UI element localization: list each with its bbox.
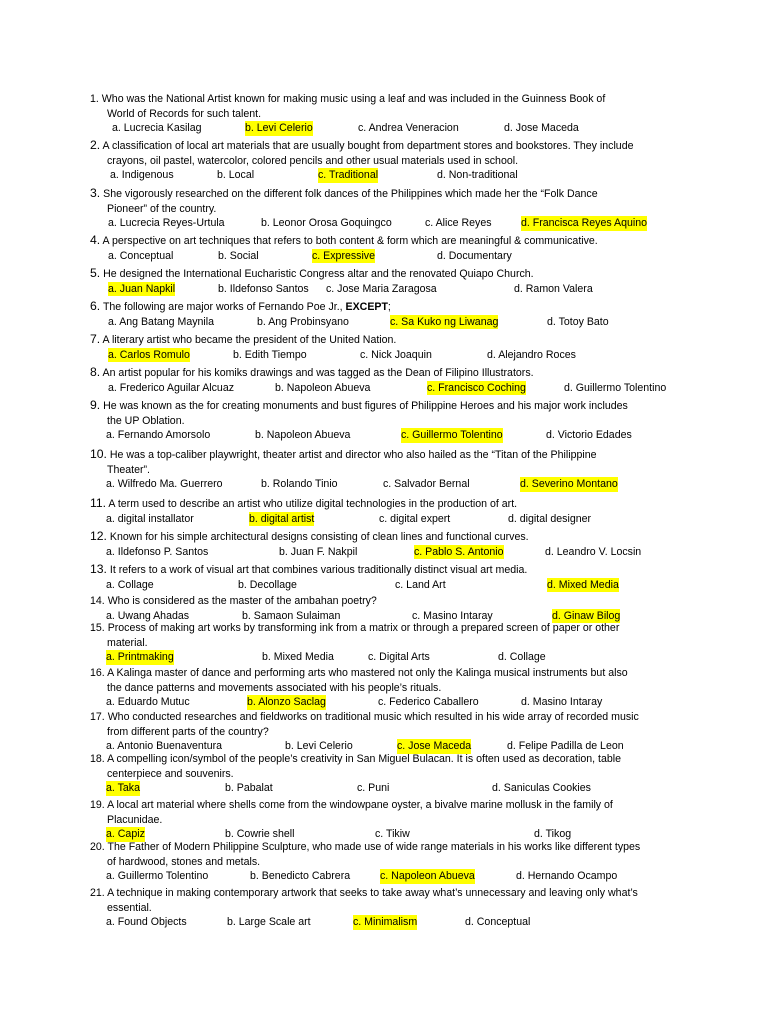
question-3 (90, 186, 690, 231)
question-text-line (90, 463, 690, 478)
question-text-line (90, 107, 690, 122)
choice-b: b. Leonor Orosa Goquingco (261, 217, 392, 230)
answer-choices (90, 121, 690, 136)
question-text: Process of making art works by transforming ink from a matrix or through a prepared screen of paper or other (107, 622, 620, 634)
choice-d: d. digital designer (508, 512, 592, 525)
answer-choices (90, 781, 690, 796)
choice-b: b. Cowrie shell (225, 828, 295, 841)
question-number: 16. (90, 667, 105, 679)
choice-a-highlighted-answer: a. Taka (106, 782, 140, 795)
question-text: An artist popular for his komiks drawings and was tagged as the Dean of Filipino Illustrators. (102, 367, 534, 379)
choice-a: a. Indigenous (110, 169, 174, 182)
answer-choices (90, 578, 690, 593)
choice-d-highlighted-answer: d. Ginaw Bilog (552, 609, 621, 622)
question-text: Who is considered as the master of the ambahan poetry? (107, 595, 377, 607)
choice-c: c. Puni (357, 782, 390, 795)
choice-a: a. Ang Batang Maynila (108, 315, 215, 328)
choice-a: a. Conceptual (108, 249, 174, 262)
question-19 (90, 798, 690, 842)
question-number: 9. (90, 398, 101, 412)
question-text: He was known as the for creating monuments and bust figures of Philippine Heroes and his major work includes (103, 400, 628, 412)
question-text-line (90, 496, 690, 512)
choice-d-highlighted-answer: d. Mixed Media (547, 578, 619, 591)
choice-a: a. Lucrecia Kasilag (112, 122, 202, 135)
question-text: the UP Oblation. (107, 414, 185, 427)
choice-a: a. Ildefonso P. Santos (106, 545, 209, 558)
question-text-line (90, 594, 690, 609)
choice-d: d. Collage (498, 651, 546, 664)
question-text-line (90, 798, 690, 813)
choice-d: d. Non-traditional (437, 169, 518, 182)
question-7 (90, 332, 690, 362)
question-text-line (90, 299, 690, 315)
question-text-line (90, 886, 690, 901)
except-keyword: EXCEPT (345, 301, 388, 313)
question-text-line (90, 855, 690, 870)
choice-d: d. Documentary (437, 249, 512, 262)
question-4 (90, 233, 690, 263)
choice-c-highlighted-answer: c. Traditional (318, 169, 379, 182)
choice-b: b. Mixed Media (262, 651, 334, 664)
question-number: 14. (90, 595, 105, 607)
choice-a: a. Fernando Amorsolo (106, 429, 211, 442)
choice-d-highlighted-answer: d. Francisca Reyes Aquino (521, 217, 648, 230)
choice-d: d. Felipe Padilla de Leon (507, 740, 624, 753)
choice-b: b. Napoleon Abueva (255, 429, 351, 442)
answer-choices (90, 477, 690, 492)
question-text: Placunidae. (107, 813, 163, 826)
choice-a-highlighted-answer: a. Printmaking (106, 651, 174, 664)
question-5 (90, 266, 690, 296)
choice-a: a. digital installator (106, 512, 194, 525)
question-text-line (90, 266, 690, 282)
question-text: material. (107, 636, 148, 649)
question-8 (90, 365, 690, 395)
question-17 (90, 710, 690, 754)
choice-d: d. Masino Intaray (521, 696, 603, 709)
question-16 (90, 666, 690, 710)
question-text: Known for his simple architectural designs consisting of clean lines and functional curves. (109, 531, 529, 543)
question-text: Pioneer” of the country. (107, 202, 217, 215)
question-text-line (90, 186, 690, 202)
question-text: It refers to a work of visual art that combines various traditionally distinct visual art media. (109, 564, 528, 576)
question-6 (90, 299, 690, 329)
choice-c-highlighted-answer: c. Jose Maceda (397, 740, 472, 753)
choice-c: c. Nick Joaquin (360, 348, 432, 361)
choice-c: c. Tikiw (375, 828, 410, 841)
question-text: He was a top-caliber playwright, theater artist and director who also hailed as the “Titan of the Philippine (109, 449, 597, 461)
choice-c: c. Andrea Veneracion (358, 122, 459, 135)
question-text-line (90, 414, 690, 429)
question-number: 4. (90, 233, 101, 247)
choice-d: d. Victorio Edades (546, 429, 632, 442)
choice-c: c. Jose Maria Zaragosa (326, 282, 437, 295)
choice-b: b. Rolando Tinio (261, 478, 338, 491)
choice-d-highlighted-answer: d. Severino Montano (520, 478, 618, 491)
question-15 (90, 621, 690, 665)
choice-a: a. Lucrecia Reyes-Urtula (108, 217, 225, 230)
question-number: 7. (90, 332, 101, 346)
question-text: of hardwood, stones and metals. (107, 855, 261, 868)
question-text: He designed the International Eucharistic Congress altar and the renovated Quiapo Church. (103, 268, 534, 280)
question-text-line (90, 233, 690, 249)
question-text-line (90, 710, 690, 725)
question-text: crayons, oil pastel, watercolor, colored pencils and other usual materials used in school. (107, 154, 519, 167)
question-number: 18. (90, 753, 105, 765)
answer-choices (90, 512, 690, 527)
choice-c: c. Land Art (395, 578, 446, 591)
question-text-line (90, 666, 690, 681)
question-number: 3. (90, 186, 101, 200)
choice-d: d. Tikog (534, 828, 572, 841)
question-text: A classification of local art materials that are usually bought from department stores and bookstores. They include (102, 140, 634, 152)
choice-c-highlighted-answer: c. Pablo S. Antonio (414, 545, 504, 558)
choice-c: c. Alice Reyes (425, 217, 492, 230)
question-text: A technique in making contemporary artwork that seeks to take away what’s unnecessary and leaving only what’s (107, 887, 638, 899)
answer-choices (90, 545, 690, 560)
answer-choices (90, 695, 690, 710)
choice-c-highlighted-answer: c. Sa Kuko ng Liwanag (390, 315, 499, 328)
question-text-line (90, 154, 690, 169)
question-10 (90, 447, 690, 492)
question-text-line (90, 752, 690, 767)
question-9 (90, 398, 690, 443)
question-text-line (90, 840, 690, 855)
question-13 (90, 562, 690, 592)
choice-a: a. Found Objects (106, 916, 187, 929)
question-number: 2. (90, 138, 101, 152)
choice-a: a. Guillermo Tolentino (106, 870, 209, 883)
choice-c-highlighted-answer: c. Guillermo Tolentino (401, 429, 503, 442)
question-text-line (90, 562, 690, 578)
answer-choices (90, 282, 690, 297)
question-text: A compelling icon/symbol of the people’s creativity in San Miguel Bulacan. It is often used as decoration, table (107, 753, 621, 765)
question-number: 11. (90, 496, 107, 510)
choice-a: a. Collage (106, 578, 154, 591)
question-text-line (90, 138, 690, 154)
answer-choices (90, 348, 690, 363)
question-text: A literary artist who became the president of the United Nation. (102, 334, 397, 346)
choice-a: a. Eduardo Mutuc (106, 696, 190, 709)
question-text-line (90, 365, 690, 381)
choice-a: a. Uwang Ahadas (106, 609, 190, 622)
question-text-line (90, 725, 690, 740)
choice-c-highlighted-answer: c. Francisco Coching (427, 381, 526, 394)
choice-c: c. Digital Arts (368, 651, 430, 664)
question-text: A local art material where shells come from the windowpane oyster, a bivalve marine mollusk in the family of (107, 799, 613, 811)
question-text: World of Records for such talent. (107, 107, 262, 120)
choice-a-highlighted-answer: a. Carlos Romulo (108, 348, 190, 361)
question-number: 17. (90, 711, 105, 723)
question-text-line (90, 681, 690, 696)
question-text-line (90, 529, 690, 545)
choice-d: d. Guillermo Tolentino (564, 381, 667, 394)
choice-a-highlighted-answer: a. Juan Napkil (108, 282, 176, 295)
question-18 (90, 752, 690, 796)
question-number: 6. (90, 299, 101, 313)
question-text-line (90, 202, 690, 217)
question-12 (90, 529, 690, 559)
question-21 (90, 886, 690, 930)
choice-b: b. Large Scale art (227, 916, 311, 929)
choice-d: d. Totoy Bato (547, 315, 609, 328)
question-11 (90, 496, 690, 526)
question-text-line (90, 621, 690, 636)
question-text-line (90, 92, 690, 107)
question-text: centerpiece and souvenirs. (107, 767, 234, 780)
question-number: 15. (90, 622, 105, 634)
choice-c: c. digital expert (379, 512, 451, 525)
question-text: essential. (107, 901, 152, 914)
question-text: She vigorously researched on the different folk dances of the Philippines which made her the “Folk Dance (103, 188, 598, 200)
question-text: A Kalinga master of dance and performing arts who mastered not only the Kalinga musical instruments but also (107, 667, 628, 679)
question-text: Theater”. (107, 463, 150, 476)
question-number: 5. (90, 266, 101, 280)
question-text: the dance patterns and movements associated with his people’s rituals. (107, 681, 442, 694)
answer-choices (90, 249, 690, 264)
answer-choices (90, 381, 690, 396)
choice-b: b. Decollage (238, 578, 297, 591)
choice-b: b. Benedicto Cabrera (250, 870, 351, 883)
question-text: A perspective on art techniques that refers to both content & form which are meaningful & communicative. (102, 235, 598, 247)
choice-b-highlighted-answer: b. Alonzo Saclag (247, 696, 326, 709)
choice-b: b. Levi Celerio (285, 740, 353, 753)
choice-c-highlighted-answer: c. Napoleon Abueva (380, 870, 475, 883)
question-20 (90, 840, 690, 884)
question-number: 20. (90, 841, 105, 853)
answer-choices (90, 869, 690, 884)
question-text: Who conducted researches and fieldworks on traditional music which resulted in his wide array of recorded music (107, 711, 639, 723)
choice-d: d. Saniculas Cookies (492, 782, 591, 795)
answer-choices (90, 168, 690, 183)
question-text: The Father of Modern Philippine Sculpture, who made use of wide range materials in his works like different types (107, 841, 641, 853)
except-punct: ; (387, 301, 391, 313)
choice-d: d. Jose Maceda (504, 122, 579, 135)
choice-b: b. Social (218, 249, 259, 262)
choice-b: b. Ildefonso Santos (218, 282, 309, 295)
choice-b: b. Ang Probinsyano (257, 315, 349, 328)
question-number: 13. (90, 562, 107, 576)
question-text-line (90, 636, 690, 651)
choice-b: b. Pabalat (225, 782, 273, 795)
choice-d: d. Alejandro Roces (487, 348, 576, 361)
question-1 (90, 92, 690, 136)
question-text: A term used to describe an artist who utilize digital technologies in the production of art. (108, 498, 518, 510)
choice-a: a. Antonio Buenaventura (106, 740, 223, 753)
choice-c: c. Federico Caballero (378, 696, 479, 709)
question-2 (90, 138, 690, 183)
question-text: Who was the National Artist known for making music using a leaf and was included in the Guinness Book of (101, 93, 606, 105)
choice-a: a. Wilfredo Ma. Guerrero (106, 478, 223, 491)
answer-choices (90, 216, 690, 231)
question-number: 19. (90, 799, 105, 811)
choice-c: c. Salvador Bernal (383, 478, 470, 491)
choice-b-highlighted-answer: b. Levi Celerio (245, 122, 313, 135)
question-number: 8. (90, 365, 101, 379)
answer-choices (90, 650, 690, 665)
choice-b: b. Samaon Sulaiman (242, 609, 341, 622)
answer-choices (90, 315, 690, 330)
choice-d: d. Hernando Ocampo (516, 870, 618, 883)
question-text: from different parts of the country? (107, 725, 269, 738)
choice-a: a. Frederico Aguilar Alcuaz (108, 381, 235, 394)
choice-b-highlighted-answer: b. digital artist (249, 512, 315, 525)
question-number: 1. (90, 93, 99, 105)
question-text-line (90, 398, 690, 414)
question-text-line (90, 767, 690, 782)
question-14 (90, 594, 690, 623)
question-text: The following are major works of Fernando Poe Jr., (102, 301, 346, 313)
answer-choices (90, 915, 690, 930)
question-number: 10. (90, 447, 107, 461)
question-text-line (90, 901, 690, 916)
choice-c: c. Masino Intaray (412, 609, 493, 622)
answer-choices (90, 428, 690, 443)
question-text-line (90, 447, 690, 463)
choice-c-highlighted-answer: c. Expressive (312, 249, 375, 262)
question-text-line (90, 813, 690, 828)
choice-c-highlighted-answer: c. Minimalism (353, 916, 418, 929)
choice-b: b. Edith Tiempo (233, 348, 307, 361)
question-number: 21. (90, 887, 105, 899)
choice-b: b. Napoleon Abueva (275, 381, 371, 394)
choice-d: d. Conceptual (465, 916, 531, 929)
choice-b: b. Local (217, 169, 255, 182)
question-text-line (90, 332, 690, 348)
question-number: 12. (90, 529, 107, 543)
choice-a-highlighted-answer: a. Capiz (106, 828, 145, 841)
choice-b: b. Juan F. Nakpil (279, 545, 358, 558)
choice-d: d. Leandro V. Locsin (545, 545, 642, 558)
choice-d: d. Ramon Valera (514, 282, 593, 295)
